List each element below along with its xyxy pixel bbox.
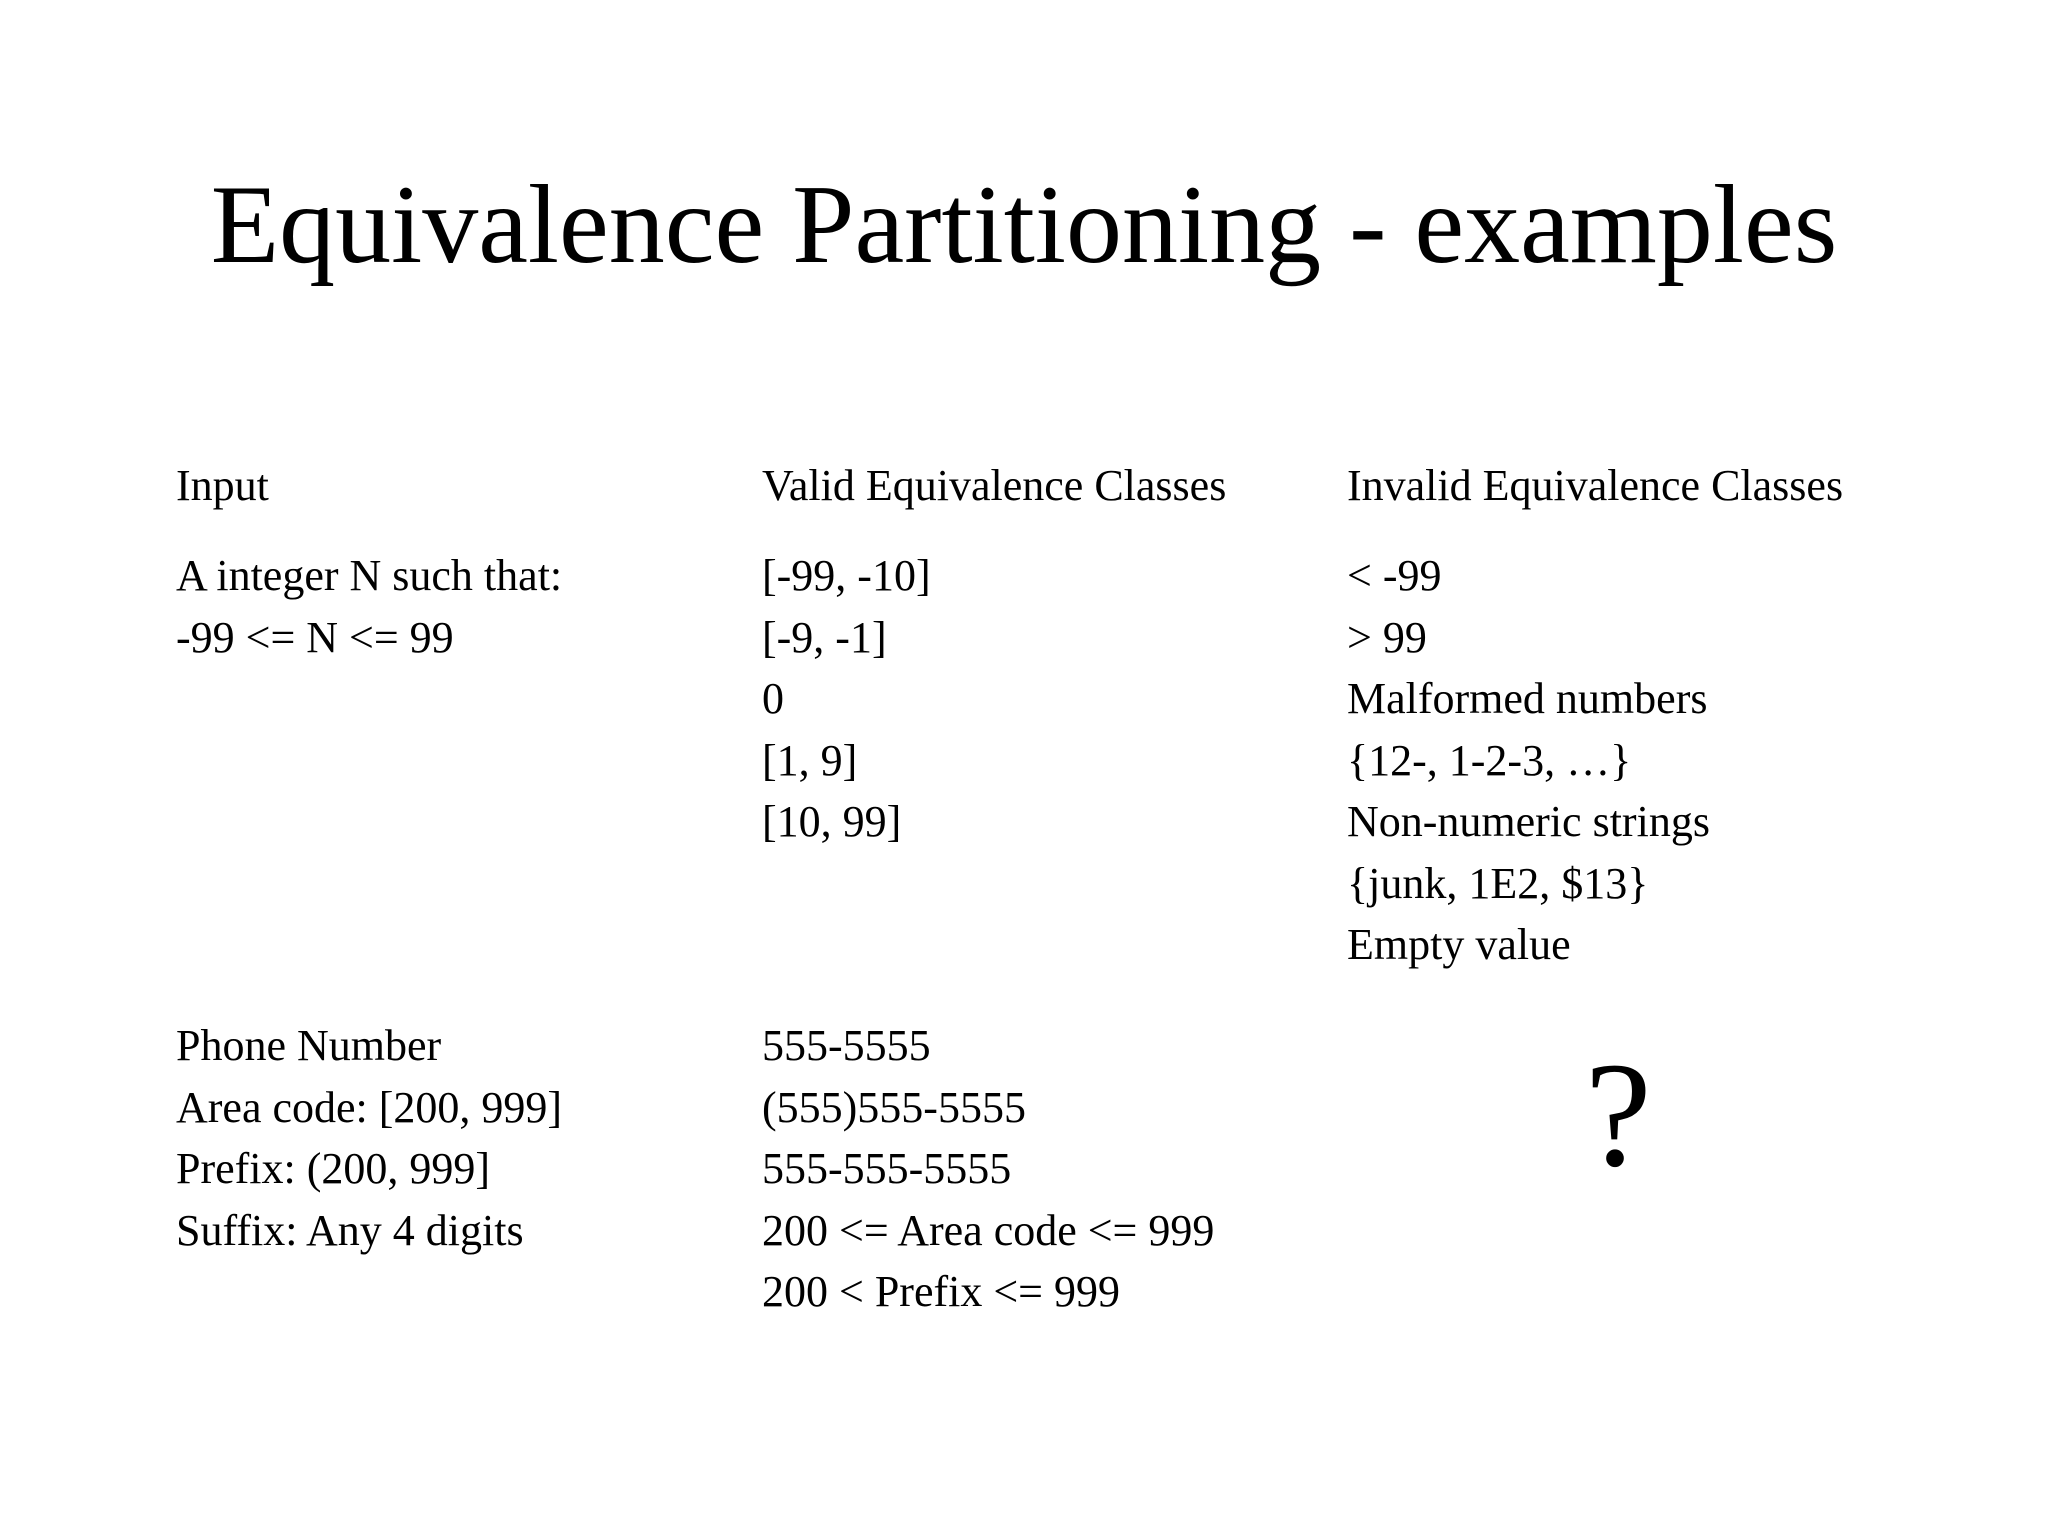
header-input-label: Input [176, 461, 269, 510]
row2-input [176, 1015, 562, 1261]
row1-invalid-line: Empty value [1347, 920, 1571, 969]
row1-input-line: A integer N such that: [176, 551, 563, 600]
row1-valid [762, 545, 931, 853]
slide-title: Equivalence Partitioning - examples [210, 163, 1838, 287]
row1-input-line: -99 <= N <= 99 [176, 612, 454, 662]
header-input [176, 455, 269, 517]
row2-input-line: Prefix: (200, 999] [176, 1144, 491, 1193]
row1-valid-line: [10, 99] [762, 797, 902, 846]
row1-invalid-line: > 99 [1347, 612, 1427, 662]
row1-invalid-line: {12-, 1-2-3, …} [1347, 735, 1632, 785]
row2-valid-line: 555-555-5555 [762, 1144, 1012, 1193]
row2-input-line: Suffix: Any 4 digits [176, 1205, 524, 1255]
row1-invalid-line: Non-numeric strings [1347, 797, 1710, 846]
row1-valid-line: [1, 9] [762, 735, 858, 785]
header-invalid-label: Invalid Equivalence Classes [1347, 461, 1844, 510]
header-invalid [1347, 455, 1843, 517]
row2-invalid-question-mark: ? [1585, 1032, 1652, 1198]
header-valid-label: Valid Equivalence Classes [762, 461, 1227, 510]
row2-valid-line: (555)555-5555 [762, 1082, 1026, 1132]
row2-input-line: Phone Number [176, 1021, 442, 1070]
row1-input [176, 545, 562, 668]
row1-valid-line: [-9, -1] [762, 612, 887, 662]
row1-valid-line: 0 [762, 674, 784, 723]
row1-invalid-line: {junk, 1E2, $13} [1347, 858, 1649, 908]
row2-valid-line: 555-5555 [762, 1021, 931, 1070]
row2-input-line: Area code: [200, 999] [176, 1082, 563, 1132]
row1-valid-line: [-99, -10] [762, 551, 931, 600]
row1-invalid [1347, 545, 1710, 976]
row2-valid-line: 200 <= Area code <= 999 [762, 1205, 1215, 1255]
row2-valid [762, 1015, 1214, 1323]
row1-invalid-line: Malformed numbers [1347, 674, 1708, 723]
row2-valid-line: 200 < Prefix <= 999 [762, 1267, 1120, 1316]
row1-invalid-line: < -99 [1347, 551, 1442, 600]
header-valid [762, 455, 1226, 517]
